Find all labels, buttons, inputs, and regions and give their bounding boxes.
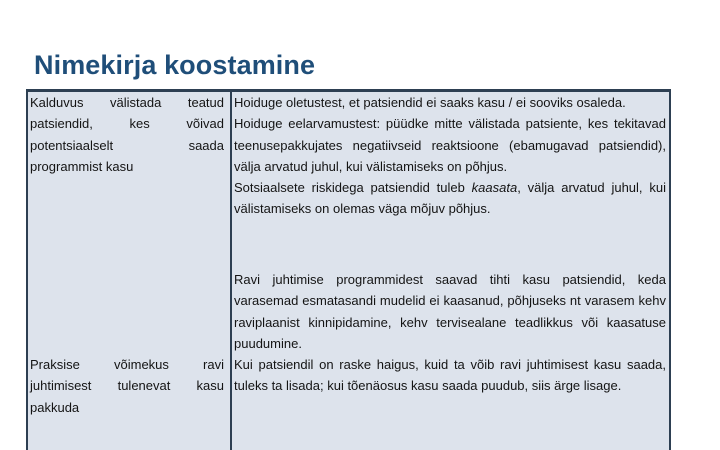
content-table [26,92,671,450]
row2-right-cell [234,269,666,397]
row1-paragraph-3-end: , välja arvatud juhul, kui välistamiseks on olemas väga mõjuv põhjus. [234,180,666,217]
row1-right-cell [234,92,666,220]
row1-left-cell: Kalduvus välistada teatud patsiendid, kes võivad potentsiaalselt saada programmist kasu [30,95,224,174]
page-title: Nimekirja koostamine [34,50,316,80]
row1-paragraph-3 [234,177,666,220]
row1-paragraph-2: Hoiduge eelarvamustest: püüdke mitte välistada patsiente, kes tekitavad teenusepakkujates negatiivseid reaktsioone (ebamugavad patsiendid), välja arvatud juhul, kui välistamiseks on põhjus. [234,116,666,174]
row2-paragraph-2: Kui patsiendil on raske haigus, kuid ta võib ravi juhtimisest kasu saada, tuleks ta lisada; kui tõenäosus kasu saada puudub, siis ärge lisage. [234,357,666,394]
row1-paragraph-1: Hoiduge oletustest, et patsiendid ei saaks kasu / ei sooviks osaleda. [234,95,626,110]
row1-paragraph-3-start: Sotsiaalsete riskidega patsiendid tuleb [234,180,472,196]
row2-left-cell: Praksise võimekus ravi juhtimisest tulenevat kasu pakkuda [30,357,224,415]
row1-paragraph-3-emphasis: kaasata [471,180,518,196]
row2-paragraph-1: Ravi juhtimise programmidest saavad tihti kasu patsiendid, keda varasemad esmatasandi mudelid ei kaasanud, põhjuseks nt varasem kehv raviplaanist kinnipidamine, kehv tervisealane teadlikkus või kaasatuse puudumine. [234,272,666,351]
column-separator [230,92,232,450]
